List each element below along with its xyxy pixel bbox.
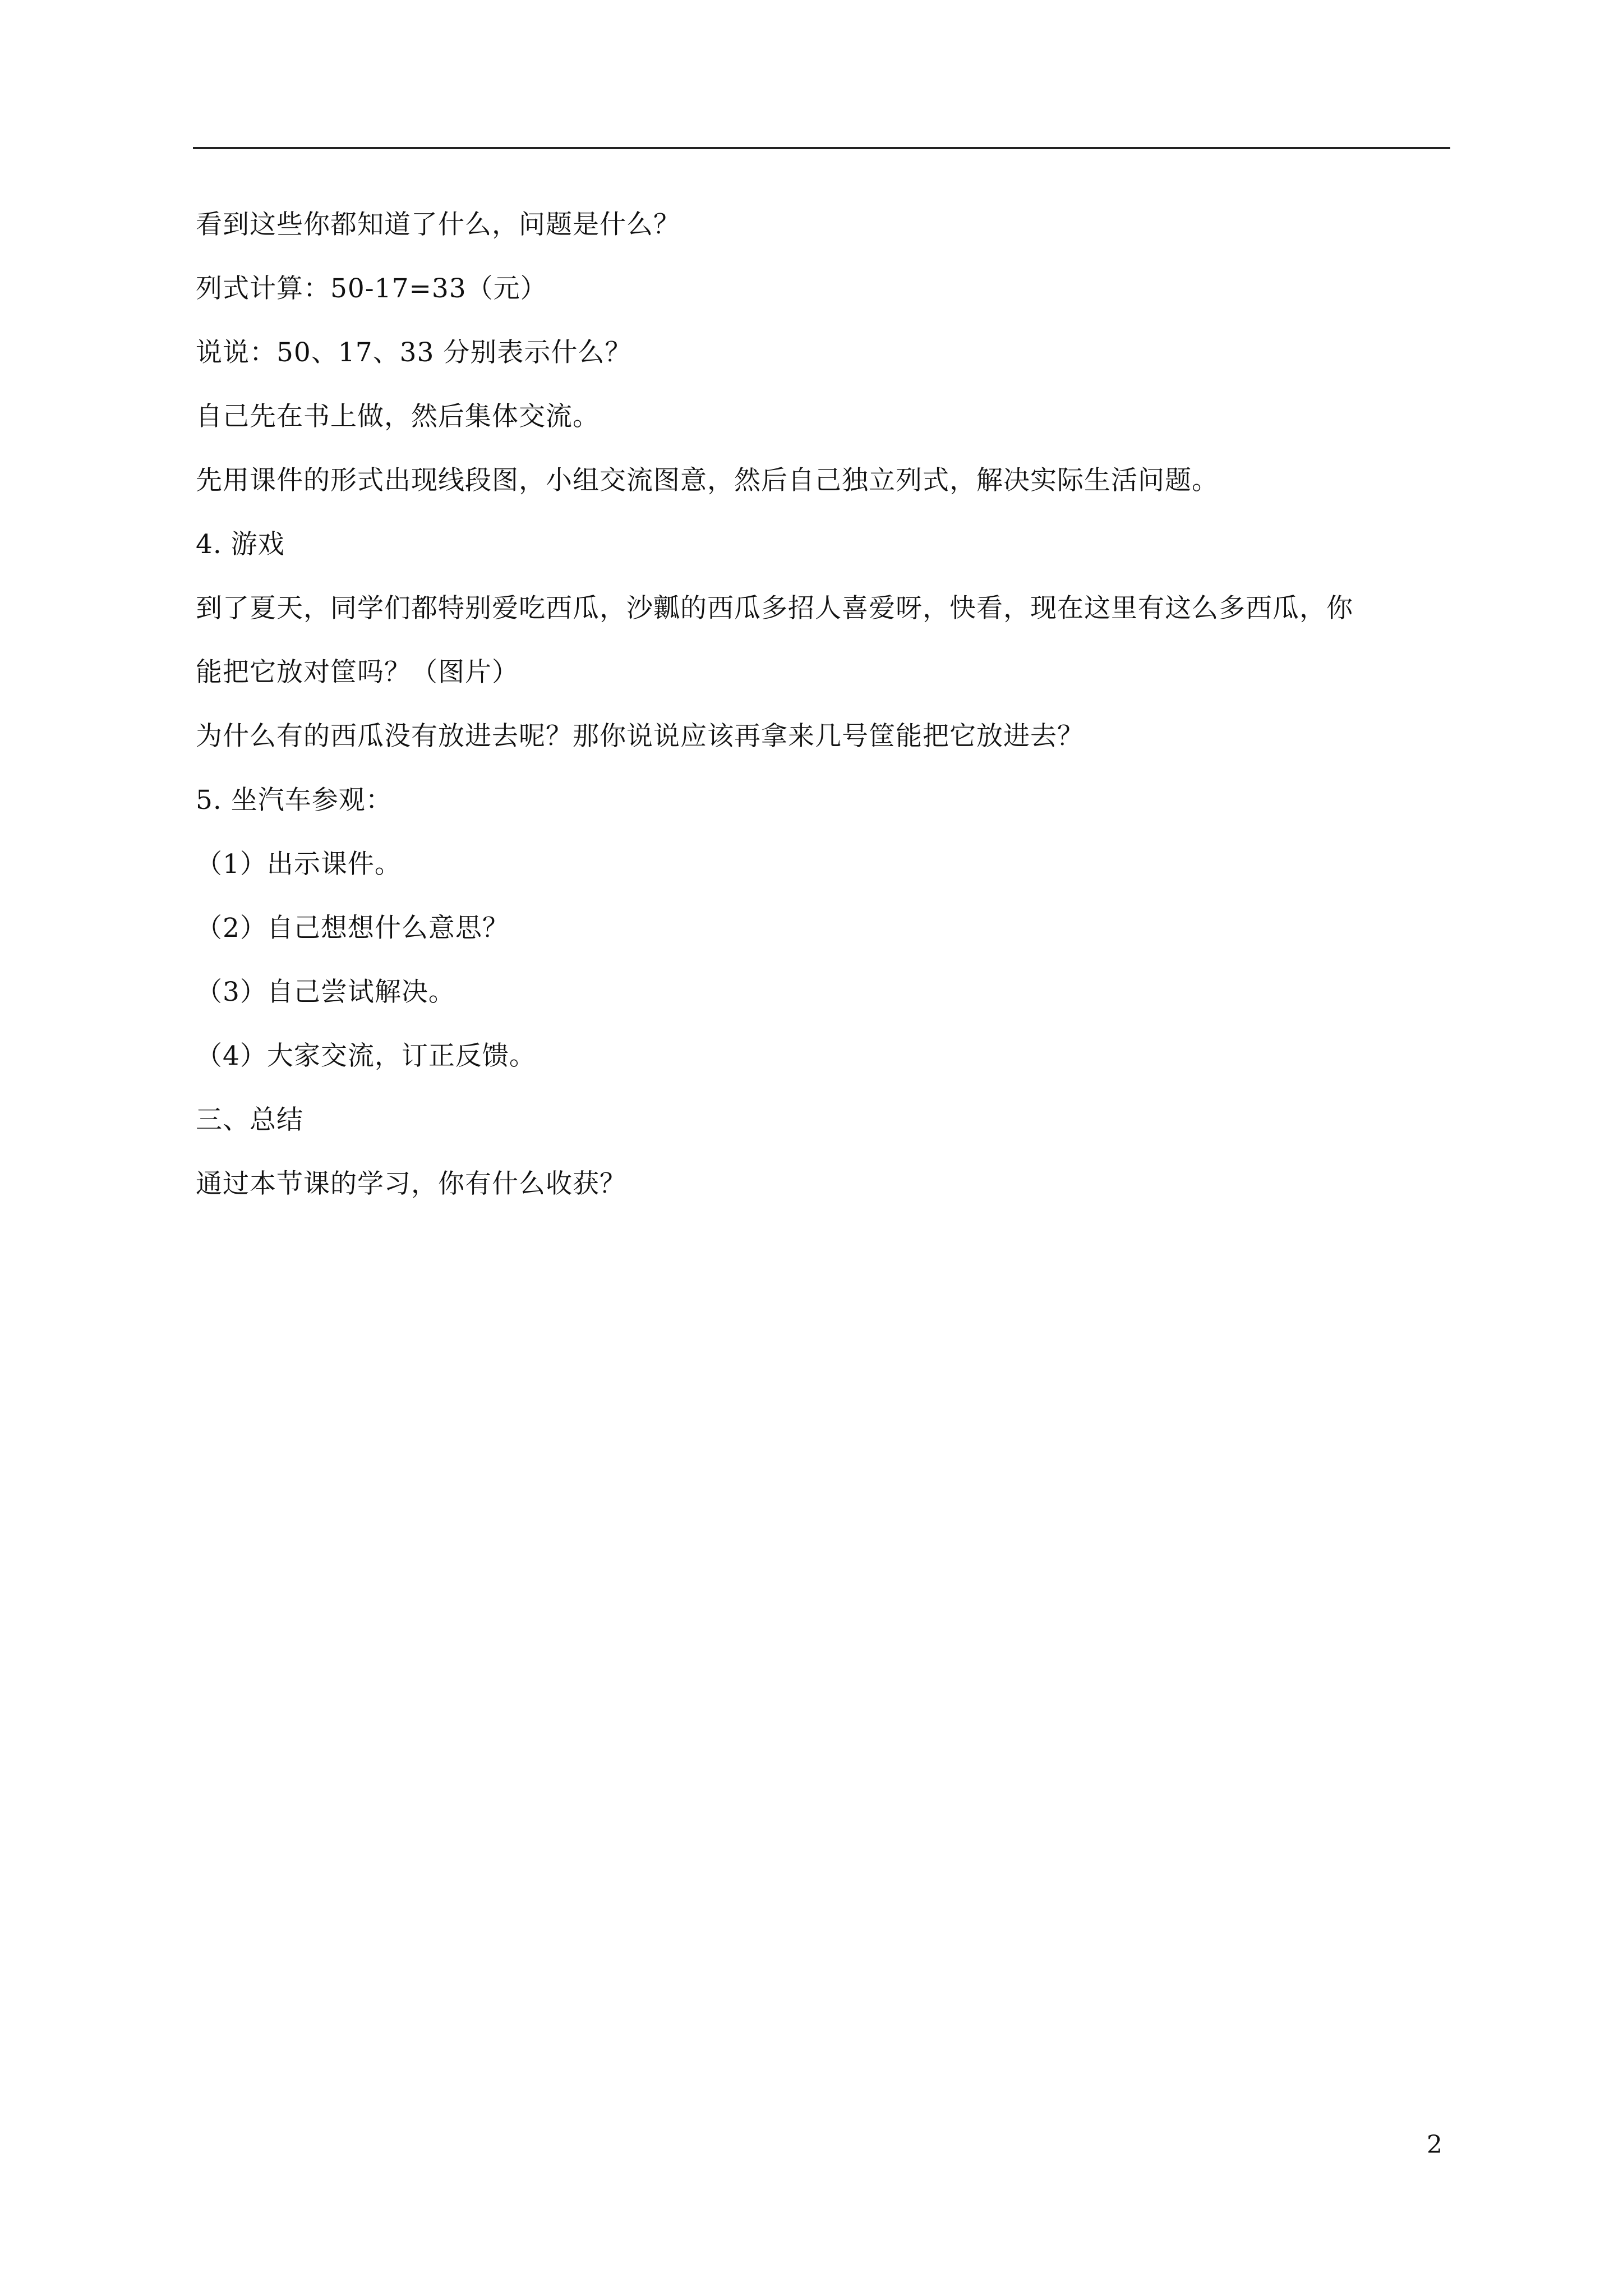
header-rule — [193, 147, 1450, 149]
paragraph-line: 先用课件的形式出现线段图，小组交流图意，然后自己独立列式，解决实际生活问题。 — [196, 465, 1219, 496]
list-item: （1）出示课件。 — [196, 849, 402, 880]
paragraph-line: 列式计算：50-17=33（元） — [196, 273, 547, 304]
paragraph-line: 到了夏天，同学们都特别爱吃西瓜，沙瓤的西瓜多招人喜爱呀，快看，现在这里有这么多西瓜，你 — [196, 593, 1353, 624]
list-item: （2）自己想想什么意思？ — [196, 913, 509, 944]
page-number: 2 — [1427, 2131, 1442, 2159]
paragraph-line: 说说：50、17、33 分别表示什么？ — [196, 337, 632, 368]
paragraph-line: 能把它放对筐吗？（图片） — [196, 657, 519, 688]
list-item: （4）大家交流，订正反馈。 — [196, 1041, 536, 1071]
section-heading: 4. 游戏 — [196, 529, 285, 560]
document-body — [196, 193, 1450, 1216]
section-heading: 5. 坐汽车参观： — [196, 785, 393, 816]
section-heading: 三、总结 — [196, 1105, 303, 1135]
list-item: （3）自己尝试解决。 — [196, 977, 455, 1007]
paragraph-line: 看到这些你都知道了什么，问题是什么？ — [196, 209, 680, 240]
paragraph-line: 自己先在书上做，然后集体交流。 — [196, 401, 600, 432]
paragraph-line: 为什么有的西瓜没有放进去呢？那你说说应该再拿来几号筐能把它放进去？ — [196, 721, 1084, 752]
paragraph-line: 通过本节课的学习，你有什么收获？ — [196, 1168, 626, 1199]
